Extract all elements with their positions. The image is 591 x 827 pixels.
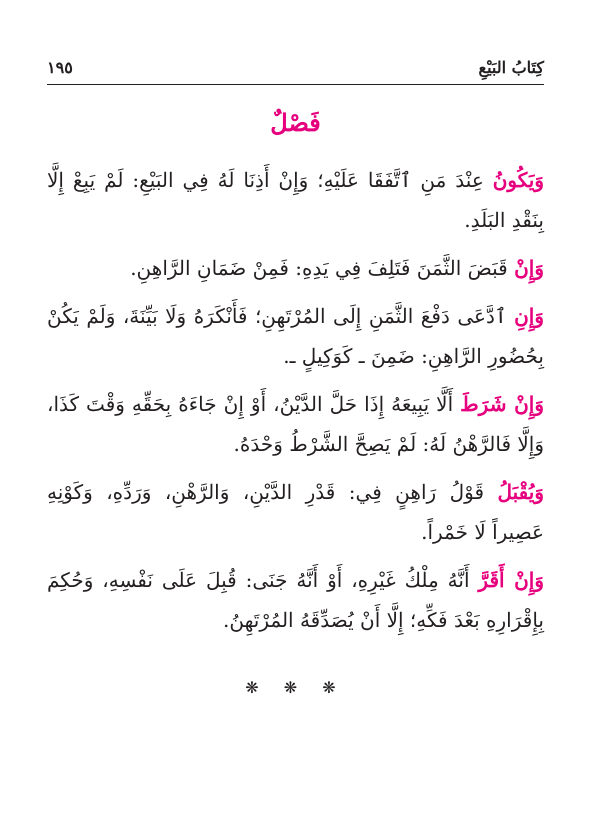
paragraph-lead-word: وَيُقْبَلُ: [497, 480, 544, 504]
paragraph-text: قَبَضَ الثَّمَنَ فَتَلِفَ فِي يَدِهِ: فَمِنْ ضَمَانِ الرَّاهِنِ.: [130, 256, 515, 280]
paragraph-text: أَلَّا يَبِيعَهُ إِذَا حَلَّ الدَّيْنُ، أَوْ إِنْ جَاءَهُ بِحَقِّهِ وَقْتَ كَذَا، وَإِلَّا فَالرَّهْنُ لَهُ: لَمْ يَصِحَّ الشَّرْطُ وَحْدَهُ.: [47, 392, 544, 456]
paragraph-lead-word: وَإِنْ: [514, 256, 544, 280]
running-header: [47, 56, 544, 85]
paragraph-text: أَنَّهُ مِلْكُ غَيْرِهِ، أَوْ أَنَّهُ جَنَى: قُبِلَ عَلَى نَفْسِهِ، وَحُكِمَ بِإِقْرَارِهِ بَعْدَ فَكِّهِ؛ إِلَّا أَنْ يُصَدِّقَهُ المُرْتَهِنُ.: [47, 568, 544, 632]
paragraph-lead-word: وَإِنِ: [514, 304, 544, 328]
paragraph: [47, 248, 544, 288]
paragraph: [47, 472, 544, 552]
paragraph: [47, 160, 544, 240]
body-text: [47, 160, 544, 648]
asterism-separator: ❋ ❋ ❋: [245, 678, 346, 697]
paragraph: [47, 296, 544, 376]
page-number: ١٩٥: [47, 58, 73, 77]
paragraph-text: قَوْلُ رَاهِنٍ فِي: قَدْرِ الدَّيْنِ، وَالرَّهْنِ، وَرَدِّهِ، وَكَوْنِهِ عَصِيراً لَا خَمْراً.: [47, 480, 544, 544]
paragraph-lead-word: وَيَكُونُ: [492, 168, 544, 192]
paragraph-text: ٱدَّعَى دَفْعَ الثَّمَنِ إِلَى المُرْتَهِنِ؛ فَأَنْكَرَهُ وَلَا بَيِّنَةَ، وَلَمْ يَكُنْ بِحُضُورِ الرَّاهِنِ: ضَمِنَ ـ كَوَكِيلٍ ـ.: [47, 304, 544, 368]
paragraph-lead-word: وَإِنْ شَرَطَ: [460, 392, 544, 416]
paragraph: [47, 384, 544, 464]
section-heading: فَصْلٌ: [270, 108, 321, 137]
paragraph-lead-word: وَإِنْ أَقَرَّ: [478, 568, 544, 592]
paragraph: [47, 560, 544, 640]
book-title: كِتَابُ البَيْعِ: [478, 58, 544, 77]
paragraph-text: عِنْدَ مَنِ ٱتَّفَقَا عَلَيْهِ؛ وَإِنْ أَذِنَا لَهُ فِي البَيْعِ: لَمْ يَبِعْ إِلَّا بِنَقْدِ البَلَدِ.: [47, 168, 544, 232]
